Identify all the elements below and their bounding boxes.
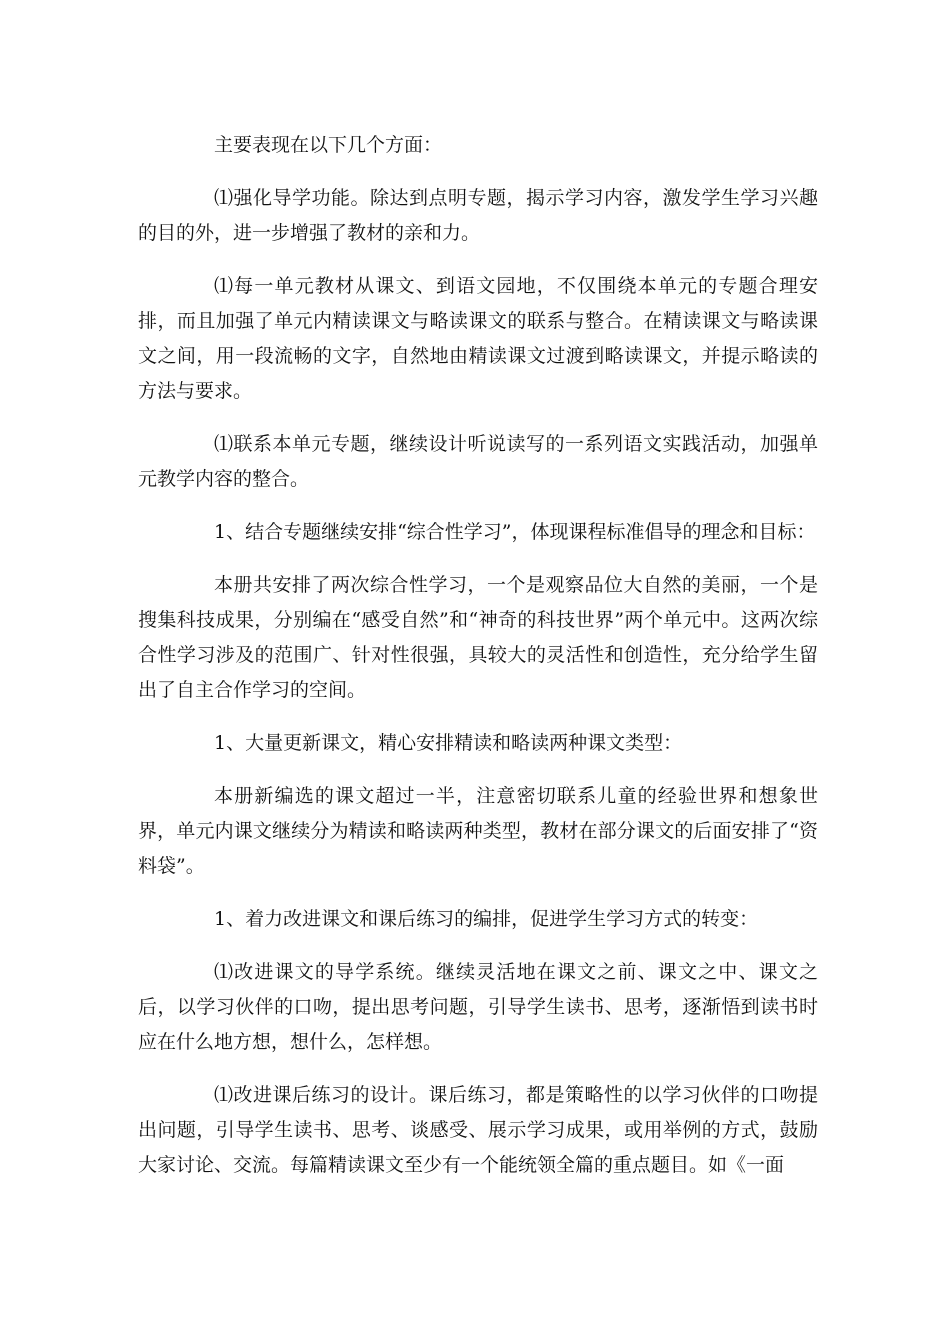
paragraph-comprehensive-learning-detail: 本册共安排了两次综合性学习，一个是观察品位大自然的美丽，一个是搜集科技成果，分别编在“感受自然”和“神奇的科技世界”两个单元中。这两次综合性学习涉及的范围广、针对性很强，具较大的灵活性和创造性，充分给学生留出了自主合作学习的空间。	[138, 574, 818, 701]
paragraph-update-texts-heading: 1、大量更新课文，精心安排精读和略读两种课文类型：	[214, 732, 683, 754]
paragraph-guidance-system: ⑴改进课文的导学系统。继续灵活地在课文之前、课文之中、课文之后，以学习伙伴的口吻，提出思考问题，引导学生读书、思考，逐渐悟到读书时应在什么地方想，想什么，怎样想。	[138, 961, 818, 1053]
paragraph-improve-exercises-heading: 1、着力改进课文和课后练习的编排，促进学生学习方式的转变：	[214, 908, 759, 930]
paragraph-exercise-design: ⑴改进课后练习的设计。课后练习，都是策略性的以学习伙伴的口吻提出问题，引导学生读书、思考、谈感受、展示学习成果，或用举例的方式，鼓励大家讨论、交流。每篇精读课文至少有一个能统领全篇的重点题目。如《一面	[138, 1084, 818, 1176]
document-body	[138, 128, 818, 1201]
paragraph-guidance-function: ⑴强化导学功能。除达到点明专题，揭示学习内容，激发学生学习兴趣的目的外，进一步增强了教材的亲和力。	[138, 187, 818, 244]
paragraph-language-practice: ⑴联系本单元专题，继续设计听说读写的一系列语文实践活动，加强单元教学内容的整合。	[138, 433, 818, 490]
paragraph-comprehensive-learning-heading: 1、结合专题继续安排“综合性学习”，体现课程标准倡导的理念和目标：	[214, 521, 816, 543]
paragraph-update-texts-detail: 本册新编选的课文超过一半，注意密切联系儿童的经验世界和想象世界，单元内课文继续分为精读和略读两种类型，教材在部分课文的后面安排了“资料袋”。	[138, 785, 818, 877]
paragraph-unit-integration: ⑴每一单元教材从课文、到语文园地，不仅围绕本单元的专题合理安排，而且加强了单元内精读课文与略读课文的联系与整合。在精读课文与略读课文之间，用一段流畅的文字，自然地由精读课文过渡到略读课文，并提示略读的方法与要求。	[138, 275, 818, 402]
paragraph-intro: 主要表现在以下几个方面：	[214, 134, 443, 156]
